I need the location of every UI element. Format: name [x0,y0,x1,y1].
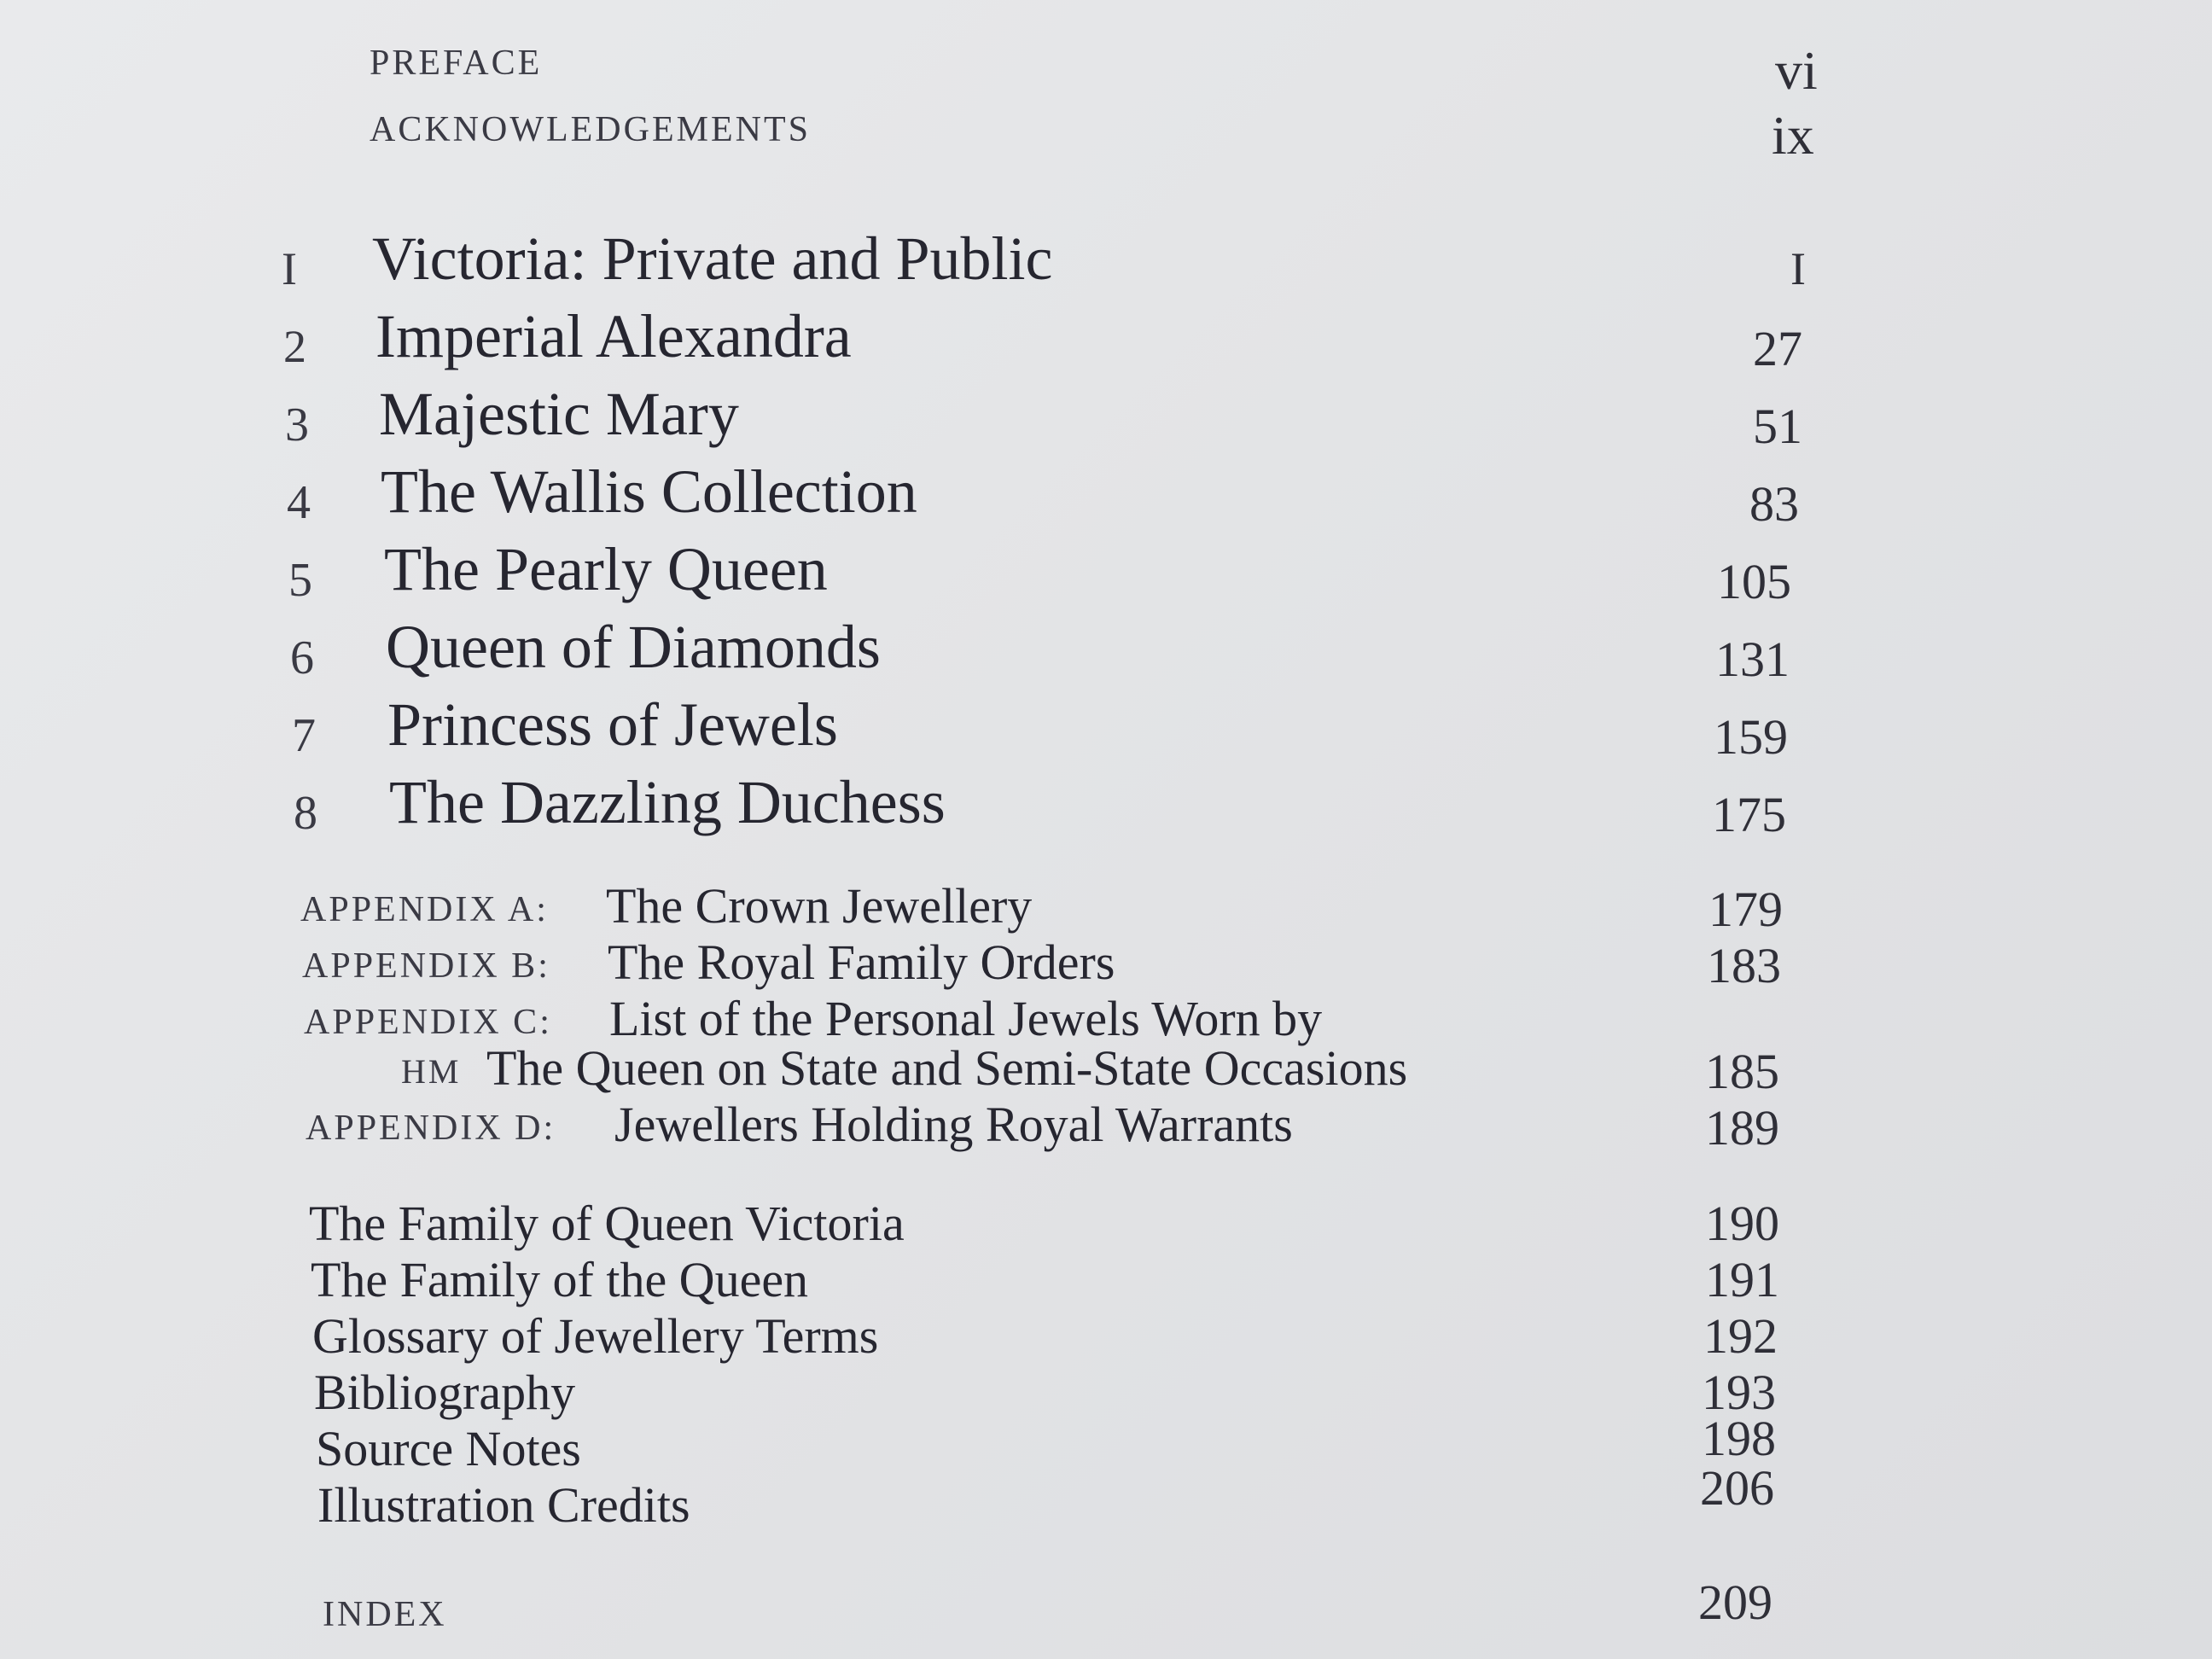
page-number: 193 [1702,1365,1776,1420]
page-number: 192 [1703,1308,1778,1364]
page-number: 27 [1753,321,1802,376]
back-matter-title: Illustration Credits [317,1477,690,1533]
chapter-title: The Dazzling Duchess [389,768,946,836]
chapter-number: 7 [292,709,316,762]
chapter-number: I [282,243,297,294]
page-number: vi [1775,40,1818,101]
back-matter-title: Bibliography [314,1365,576,1420]
page-number: 185 [1705,1044,1779,1099]
appendix-title: Jewellers Holding Royal Warrants [614,1097,1293,1152]
appendix-label: APPENDIX B: [302,946,550,986]
chapter-title: Imperial Alexandra [375,302,852,370]
chapter-number: 8 [294,787,317,840]
back-matter-title: The Family of Queen Victoria [309,1196,905,1251]
page-number: 206 [1700,1460,1774,1516]
page-number: 209 [1698,1575,1773,1630]
chapter-title: Princess of Jewels [387,690,838,759]
chapter-number: 4 [287,476,311,529]
page-number: 190 [1705,1196,1779,1251]
chapter-number: 5 [288,554,312,607]
chapter-title: Majestic Mary [379,380,739,448]
page-number: 159 [1714,709,1788,765]
page-number: 189 [1705,1100,1779,1155]
appendix-title: The Crown Jewellery [606,878,1033,934]
chapter-title: The Wallis Collection [381,457,917,526]
appendix-label: APPENDIX A: [300,890,549,929]
appendix-label: APPENDIX C: [304,1003,552,1042]
page-number: 179 [1708,882,1783,937]
front-matter-label: ACKNOWLEDGEMENTS [370,110,811,149]
page-number: 183 [1707,938,1781,993]
chapter-number: 3 [285,399,309,451]
chapter-number: 6 [290,632,314,684]
page-number: I [1790,243,1806,294]
appendix-title-prefix: HM [401,1052,462,1091]
front-matter-label: PREFACE [370,44,543,83]
chapter-title: Victoria: Private and Public [372,224,1053,293]
chapter-title: Queen of Diamonds [386,613,881,681]
chapter-title: The Pearly Queen [384,535,828,603]
page-number: 83 [1749,476,1799,532]
page-number: 51 [1753,399,1802,454]
index-label: INDEX [323,1595,447,1634]
back-matter-title: The Family of the Queen [311,1252,809,1307]
page-number: 131 [1715,632,1790,687]
appendix-title: The Royal Family Orders [608,934,1115,990]
back-matter-title: Glossary of Jewellery Terms [312,1308,879,1364]
appendix-label: APPENDIX D: [306,1109,556,1148]
page-number: 175 [1712,787,1786,842]
chapter-number: 2 [283,321,306,372]
appendix-title: List of the Personal Jewels Worn by [609,991,1323,1046]
page-number: 105 [1717,554,1791,609]
page-number: 198 [1702,1411,1776,1466]
back-matter-title: Source Notes [316,1421,581,1476]
page-number: 191 [1705,1252,1779,1307]
appendix-title-continued: The Queen on State and Semi-State Occasions [486,1040,1408,1096]
page-number: ix [1772,105,1814,166]
